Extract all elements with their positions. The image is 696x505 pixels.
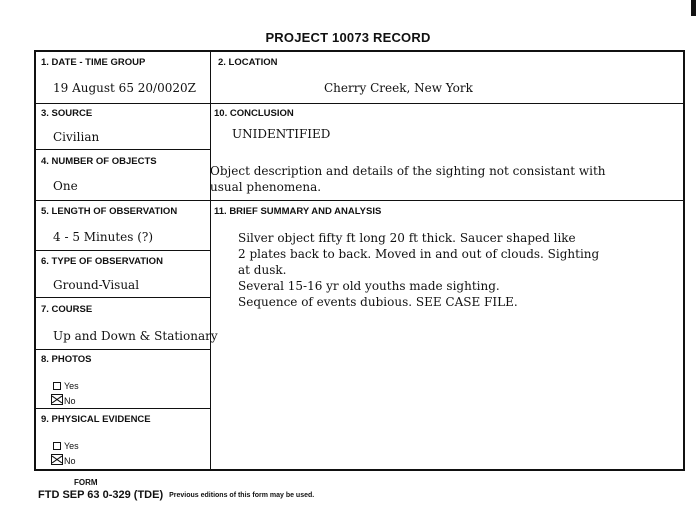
physical-yes-checkbox[interactable] xyxy=(53,442,61,450)
num-objects-label: 4. NUMBER OF OBJECTS xyxy=(41,156,157,167)
photos-no-option[interactable] xyxy=(51,394,76,406)
footer-form-line xyxy=(38,489,314,501)
conclusion-note-line2: usual phenomena. xyxy=(210,180,322,194)
length-label: 5. LENGTH OF OBSERVATION xyxy=(41,206,178,217)
physical-yes-option[interactable] xyxy=(53,441,79,451)
source-value: Civilian xyxy=(53,130,100,144)
summary-line: at dusk. xyxy=(238,263,287,277)
footer-note: Previous editions of this form may be used. xyxy=(169,492,315,499)
location-label: 2. LOCATION xyxy=(218,57,278,68)
course-value: Up and Down & Stationary xyxy=(53,329,218,343)
summary-line: Silver object fifty ft long 20 ft thick. Saucer shaped like xyxy=(238,231,576,245)
divider xyxy=(36,149,210,150)
length-value: 4 - 5 Minutes (?) xyxy=(53,230,154,244)
physical-label: 9. PHYSICAL EVIDENCE xyxy=(41,414,151,425)
record-form xyxy=(34,50,685,471)
source-label: 3. SOURCE xyxy=(41,108,93,119)
footer-form-id: FTD SEP 63 0-329 (TDE) xyxy=(38,489,164,501)
date-time-value: 19 August 65 20/0020Z xyxy=(53,81,196,95)
type-obs-label: 6. TYPE OF OBSERVATION xyxy=(41,256,163,267)
summary-label: 11. BRIEF SUMMARY AND ANALYSIS xyxy=(214,206,382,217)
course-label: 7. COURSE xyxy=(41,304,93,315)
divider xyxy=(36,349,210,350)
conclusion-value: UNIDENTIFIED xyxy=(232,127,331,141)
divider xyxy=(36,200,210,201)
summary-line: Several 15-16 yr old youths made sighting. xyxy=(238,279,500,293)
location-value: Cherry Creek, New York xyxy=(324,81,473,95)
divider xyxy=(210,103,683,104)
conclusion-note-line1: Object description and details of the sighting not consistant with xyxy=(210,164,606,178)
photos-no-label: No xyxy=(64,396,76,406)
divider xyxy=(36,250,210,251)
divider xyxy=(36,297,210,298)
photos-yes-label: Yes xyxy=(64,381,79,391)
divider xyxy=(210,200,683,201)
divider xyxy=(36,103,210,104)
conclusion-label: 10. CONCLUSION xyxy=(214,108,294,119)
num-objects-value: One xyxy=(53,179,78,193)
physical-no-checkbox-checked[interactable] xyxy=(51,454,63,465)
photos-label: 8. PHOTOS xyxy=(41,354,92,365)
physical-no-label: No xyxy=(64,456,76,466)
type-obs-value: Ground-Visual xyxy=(53,278,140,292)
photos-no-checkbox-checked[interactable] xyxy=(51,394,63,405)
page-title: PROJECT 10073 RECORD xyxy=(265,30,431,45)
photos-yes-checkbox[interactable] xyxy=(53,382,61,390)
photos-yes-option[interactable] xyxy=(53,381,79,391)
summary-line: Sequence of events dubious. SEE CASE FILE. xyxy=(238,295,518,309)
footer-form-word: FORM xyxy=(74,478,98,487)
summary-line: 2 plates back to back. Moved in and out of clouds. Sighting xyxy=(238,247,600,261)
divider xyxy=(36,408,210,409)
date-time-label: 1. DATE - TIME GROUP xyxy=(41,57,146,68)
page-edge-mark xyxy=(691,0,696,16)
physical-no-option[interactable] xyxy=(51,454,76,466)
physical-yes-label: Yes xyxy=(64,441,79,451)
column-divider xyxy=(210,52,211,469)
